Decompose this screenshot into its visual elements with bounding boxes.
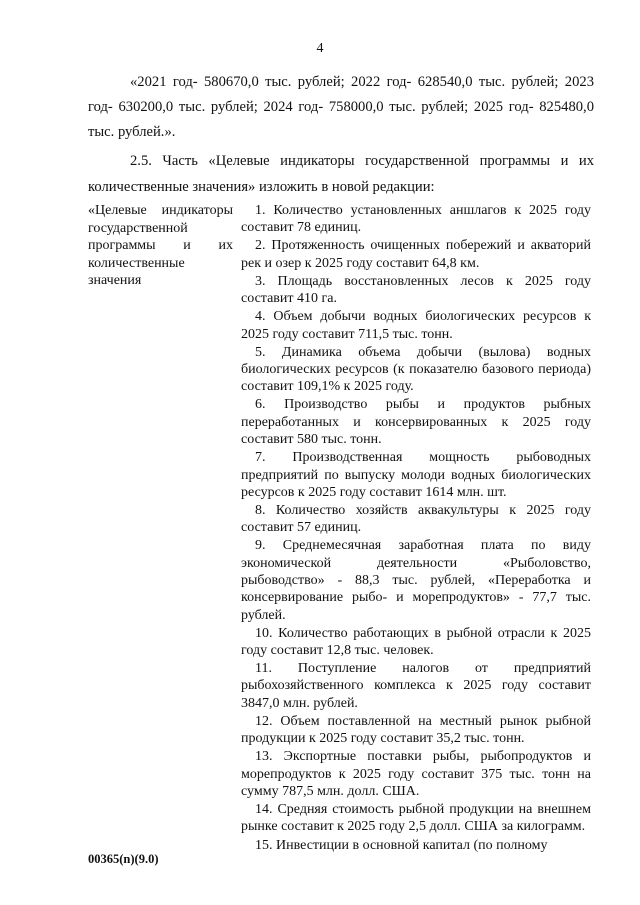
indicator-item: 14. Средняя стоимость рыбной продукции на внешнем рынке составит к 2025 году 2,5 долл. США за килограмм. [241, 802, 591, 835]
indicator-item: 9. Среднемесячная заработная плата по виду экономической деятельности «Рыболовство, рыбоводство» - 88,3 тыс. рублей, «Переработка и консервирование рыбо- и морепродуктов» - 77,7 тыс. рублей. [241, 538, 591, 623]
indicator-item: 8. Количество хозяйств аквакультуры к 2025 году составит 57 единиц. [241, 502, 591, 536]
indicator-item: 1. Количество установленных аншлагов к 2025 году составит 78 единиц. [241, 203, 591, 236]
indicator-list [241, 202, 591, 855]
indicator-item: 5. Динамика объема добычи (вылова) водных биологических ресурсов (к показателю базового периода) составит 109,1% к 2025 году. [241, 344, 591, 395]
indicator-item: 15. Инвестиции в основной капитал (по полному [255, 837, 548, 853]
indicator-item: 6. Производство рыбы и продуктов рыбных переработанных и консервированных к 2025 году составит 580 тыс. тонн. [241, 397, 591, 448]
indicator-item: 7. Производственная мощность рыбоводных предприятий по выпуску молоди водных биологических ресурсов к 2025 году составит 1614 млн. шт. [241, 450, 591, 500]
table-left-label: «Целевые индикаторы государственной программы и их количественные значения [88, 203, 233, 289]
indicator-item: 4. Объем добычи водных биологических ресурсов к 2025 году составит 711,5 тыс. тонн. [241, 309, 591, 342]
indicator-item: 11. Поступление налогов от предприятий рыбохозяйственного комплекса к 2025 году составит 3847,0 млн. рублей. [241, 661, 591, 711]
document-code: 00365(n)(9.0) [88, 852, 159, 866]
page-number: 4 [316, 41, 324, 56]
indicator-item: 12. Объем поставленной на местный рынок рыбной продукции к 2025 году составит 35,2 тыс. тонн. [241, 713, 591, 747]
indicator-item: 10. Количество работающих в рыбной отрасли к 2025 году составит 12,8 тыс. человек. [241, 625, 591, 659]
section-paragraph: 2.5. Часть «Целевые индикаторы государственной программы и их количественные значения» изложить в новой редакции: [88, 153, 594, 195]
intro-paragraph: «2021 год- 580670,0 тыс. рублей; 2022 год- 628540,0 тыс. рублей; 2023 год- 630200,0 тыс. рублей; 2024 год- 758000,0 тыс. рублей; 2025 год- 825480,0 тыс. рублей.». [88, 74, 594, 140]
indicator-item: 3. Площадь восстановленных лесов к 2025 году составит 410 га. [241, 273, 591, 307]
indicator-item: 2. Протяженность очищенных побережий и акваторий рек и озер к 2025 году составит 64,8 км. [241, 238, 591, 271]
indicator-item: 13. Экспортные поставки рыбы, рыбопродуктов и морепродуктов к 2025 году составит 375 тыс. тонн на сумму 787,5 млн. долл. США. [241, 749, 591, 799]
